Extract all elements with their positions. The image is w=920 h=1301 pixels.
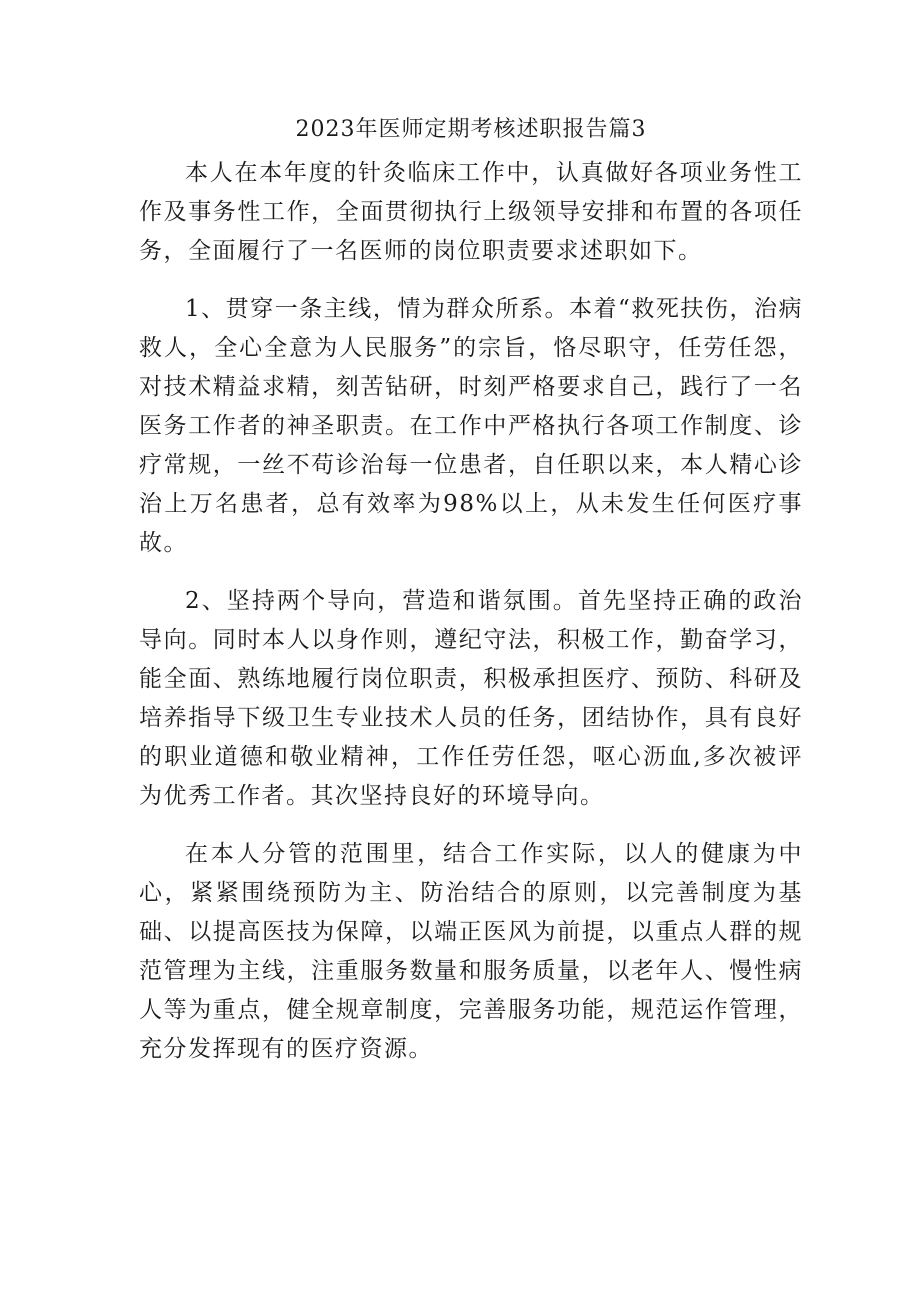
paragraph-section-2: 2、坚持两个导向，营造和谐氛围。首先坚持正确的政治导向。同时本人以身作则，遵纪守法，积极工作，勤奋学习，能全面、熟练地履行岗位职责，积极承担医疗、预防、科研及培养指导下级卫生专业技术人员的任务，团结协作，具有良好的职业道德和敬业精神，工作任劳任怨，呕心沥血,多次被评为优秀工作者。其次坚持良好的环境导向。 (139, 588, 803, 809)
paragraph-intro: 本人在本年度的针灸临床工作中，认真做好各项业务性工作及事务性工作，全面贯彻执行上级领导安排和布置的各项任务，全面履行了一名医师的岗位职责要求述职如下。 (139, 160, 803, 264)
paragraph-scope: 在本人分管的范围里，结合工作实际，以人的健康为中心，紧紧围绕预防为主、防治结合的原则，以完善制度为基础、以提高医技为保障，以端正医风为前提，以重点人群的规范管理为主线，注重服务数量和服务质量，以老年人、慢性病人等为重点，健全规章制度，完善服务功能，规范运作管理，充分发挥现有的医疗资源。 (139, 841, 803, 1062)
document-body (139, 112, 803, 1069)
paragraph-section-1: 1、贯穿一条主线，情为群众所系。本着“救死扶伤，治病救人，全心全意为人民服务”的宗旨，恪尽职守，任劳任怨，对技术精益求精，刻苦钻研，时刻严格要求自己，践行了一名医务工作者的神圣职责。在工作中严格执行各项工作制度、诊疗常规，一丝不苟诊治每一位患者，自任职以来，本人精心诊治上万名患者，总有效率为98%以上，从未发生任何医疗事故。 (139, 296, 803, 556)
document-title: 2023年医师定期考核述职报告篇3 (295, 117, 647, 142)
